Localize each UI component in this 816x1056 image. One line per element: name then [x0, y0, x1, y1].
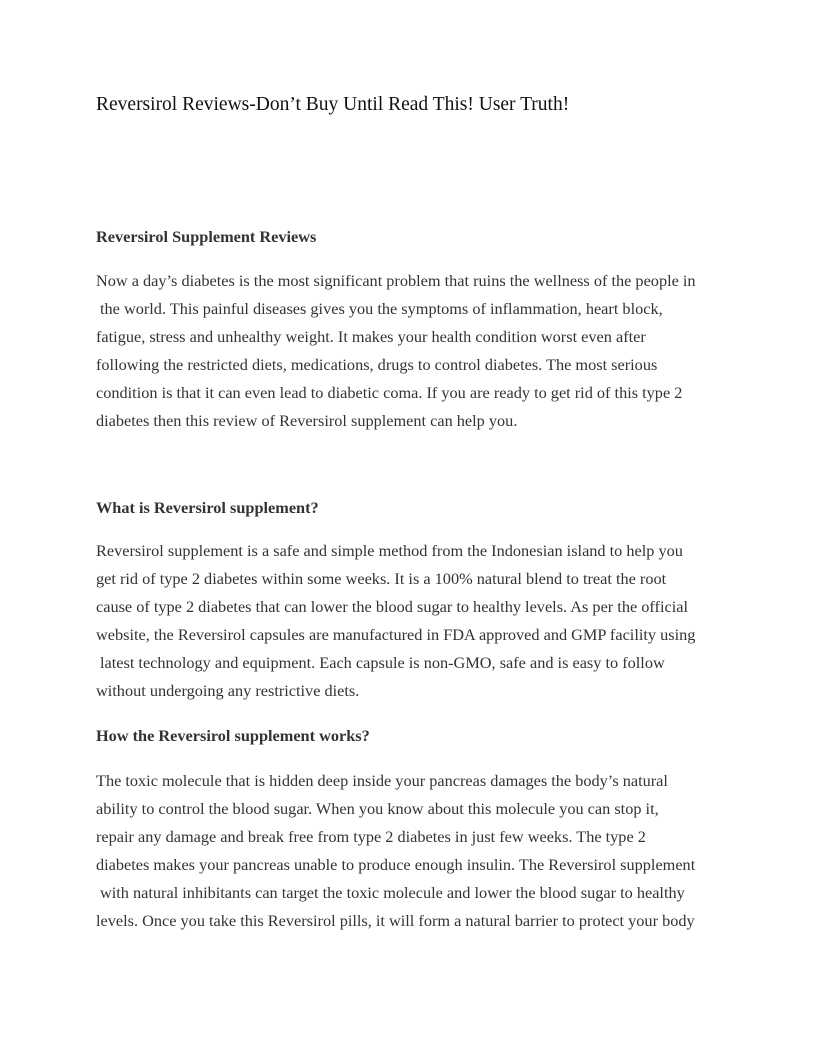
text-line: ability to control the blood sugar. When you know about this molecule you can stop it,: [96, 799, 659, 818]
text-line: website, the Reversirol capsules are manufactured in FDA approved and GMP facility using: [96, 625, 696, 644]
text-line: The toxic molecule that is hidden deep inside your pancreas damages the body’s natural: [96, 771, 668, 790]
section-heading-what-is: What is Reversirol supplement?: [96, 498, 319, 517]
text-line: condition is that it can even lead to diabetic coma. If you are ready to get rid of this type 2: [96, 383, 683, 402]
document-title: Reversirol Reviews-Don’t Buy Until Read This! User Truth!: [96, 94, 570, 115]
text-line: Now a day’s diabetes is the most significant problem that ruins the wellness of the people in: [96, 271, 696, 290]
text-line: diabetes then this review of Reversirol supplement can help you.: [96, 411, 518, 430]
section-heading-how-it-works: How the Reversirol supplement works?: [96, 726, 370, 745]
paragraph-supplement-reviews: [96, 267, 696, 435]
text-line: repair any damage and break free from type 2 diabetes in just few weeks. The type 2: [96, 827, 646, 846]
paragraph-what-is: [96, 537, 695, 705]
section-heading-supplement-reviews: Reversirol Supplement Reviews: [96, 227, 317, 246]
text-line: fatigue, stress and unhealthy weight. It makes your health condition worst even after: [96, 327, 646, 346]
paragraph-how-it-works: [96, 767, 695, 935]
text-line: the world. This painful diseases gives you the symptoms of inflammation, heart block,: [100, 299, 663, 318]
text-line: levels. Once you take this Reversirol pills, it will form a natural barrier to protect your body: [96, 911, 695, 930]
text-line: diabetes makes your pancreas unable to produce enough insulin. The Reversirol supplement: [96, 855, 696, 874]
text-line: latest technology and equipment. Each capsule is non-GMO, safe and is easy to follow: [100, 653, 665, 672]
text-line: without undergoing any restrictive diets.: [96, 681, 360, 700]
text-line: with natural inhibitants can target the toxic molecule and lower the blood sugar to healthy: [100, 883, 685, 902]
text-line: following the restricted diets, medications, drugs to control diabetes. The most serious: [96, 355, 658, 374]
text-line: Reversirol supplement is a safe and simple method from the Indonesian island to help you: [96, 541, 683, 560]
text-line: get rid of type 2 diabetes within some weeks. It is a 100% natural blend to treat the root: [96, 569, 667, 588]
text-line: cause of type 2 diabetes that can lower the blood sugar to healthy levels. As per the official: [96, 597, 688, 616]
